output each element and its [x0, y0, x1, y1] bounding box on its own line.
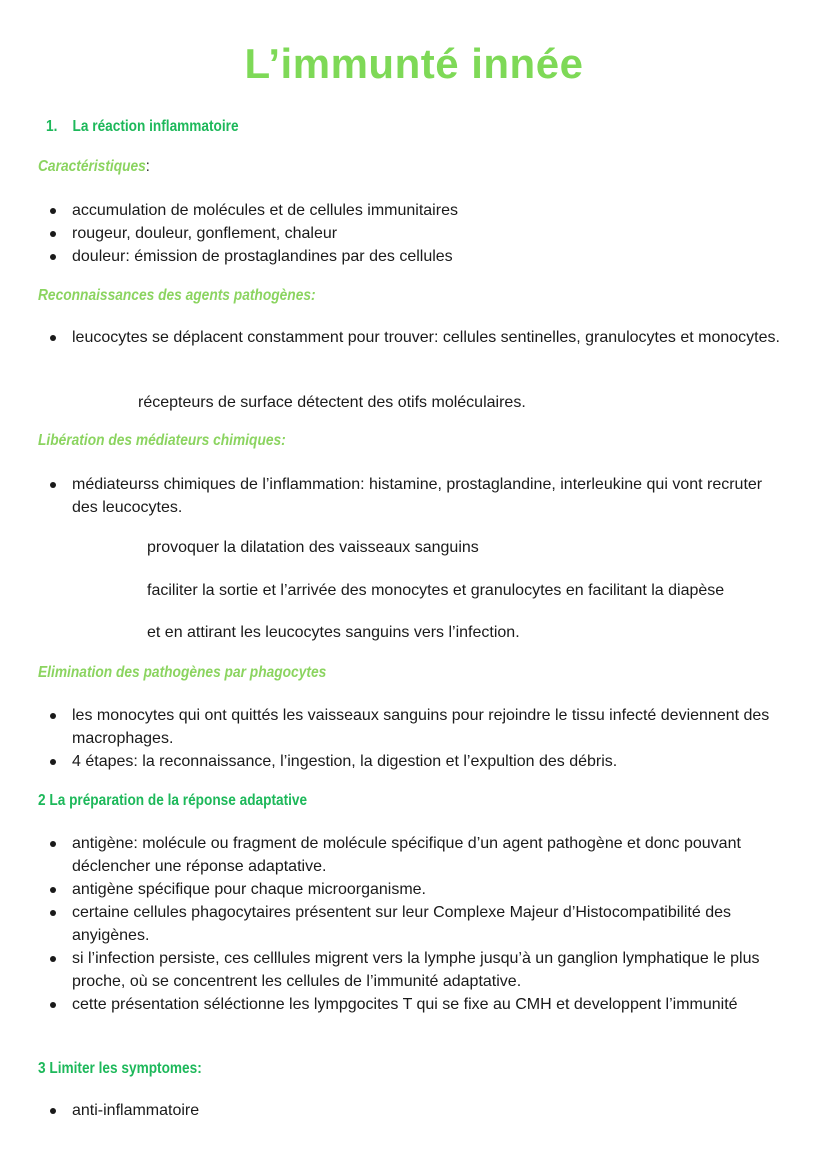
section-1-title: La réaction inflammatoire: [72, 118, 239, 135]
list-item: [0, 473, 792, 519]
list-item: [0, 750, 792, 773]
list-item: [0, 878, 792, 901]
list-symptomes: [0, 1099, 792, 1122]
bullet-icon: [50, 713, 56, 719]
list-item: [0, 832, 792, 878]
bullet-icon: [50, 482, 56, 488]
list-item-text: douleur: émission de prostaglandines par des cellules: [72, 248, 453, 265]
list-item-text: rougeur, douleur, gonflement, chaleur: [72, 225, 338, 242]
list-liberation: [0, 473, 792, 519]
bullet-icon: [50, 254, 56, 260]
bullet-icon: [50, 887, 56, 893]
subsection-elimination: Elimination des pathogènes par phagocytes: [38, 664, 327, 681]
bullet-icon: [50, 910, 56, 916]
list-item-text: cette présentation séléctionne les lympgocites T qui se fixe au CMH et developpent l’immunité: [72, 996, 738, 1013]
section-1-heading: [46, 118, 239, 136]
list-elimination: [0, 704, 792, 773]
page-title: L’immunté innée: [244, 40, 584, 87]
bullet-icon: [50, 956, 56, 962]
list-item: [0, 1099, 792, 1122]
subsection-colon: :: [145, 158, 150, 175]
list-item-text: leucocytes se déplacent constamment pour trouver: cellules sentinelles, granulocytes et monocytes.: [72, 329, 780, 346]
subsection-caracteristiques-title: Caractéristiques: [38, 158, 146, 175]
indented-sortie: faciliter la sortie et l’arrivée des monocytes et granulocytes en facilitant la diapèse: [147, 582, 725, 599]
list-item: [0, 222, 792, 245]
list-item-text: les monocytes qui ont quittés les vaisseaux sanguins pour rejoindre le tissu infecté deviennent des macrophages.: [72, 707, 770, 747]
bullet-icon: [50, 231, 56, 237]
bullet-icon: [50, 208, 56, 214]
list-item-text: médiateurss chimiques de l’inflammation: histamine, prostaglandine, interleukine qui vont recruter des leucocytes.: [72, 476, 763, 516]
section-2-heading: 2 La préparation de la réponse adaptative: [38, 792, 308, 809]
list-item: [0, 245, 792, 268]
list-item: [0, 901, 792, 947]
list-item-text: si l’infection persiste, ces celllules migrent vers la lymphe jusqu’à un ganglion lymphatique le plus proche, où se concentrent les cellules de l’immunité adaptative.: [72, 950, 760, 990]
bullet-icon: [50, 1108, 56, 1114]
bullet-icon: [50, 841, 56, 847]
list-item: [0, 326, 792, 349]
list-item-text: 4 étapes: la reconnaissance, l’ingestion, la digestion et l’expultion des débris.: [72, 753, 618, 770]
subsection-caracteristiques: [38, 158, 150, 176]
list-reconnaissances: [0, 326, 792, 349]
section-1-number: 1.: [46, 118, 58, 135]
list-caracteristiques: [0, 199, 792, 268]
list-item-text: certaine cellules phagocytaires présentent sur leur Complexe Majeur d’Histocompatibilité des anyigènes.: [72, 904, 731, 944]
indented-recepteurs: récepteurs de surface détectent des otifs moléculaires.: [138, 394, 526, 411]
list-item-text: accumulation de molécules et de cellules immunitaires: [72, 202, 458, 219]
list-item-text: antigène: molécule ou fragment de molécule spécifique d’un agent pathogène et donc pouvant déclencher une réponse adaptative.: [72, 835, 741, 875]
indented-attirant: et en attirant les leucocytes sanguins vers l’infection.: [147, 624, 520, 641]
list-item: [0, 704, 792, 750]
list-item: [0, 993, 792, 1016]
list-item: [0, 947, 792, 993]
subsection-reconnaissances: Reconnaissances des agents pathogènes:: [38, 287, 316, 304]
indented-dilatation: provoquer la dilatation des vaisseaux sanguins: [147, 539, 479, 556]
bullet-icon: [50, 335, 56, 341]
bullet-icon: [50, 1002, 56, 1008]
list-adaptative: [0, 832, 792, 1016]
list-item: [0, 199, 792, 222]
list-item-text: antigène spécifique pour chaque microorganisme.: [72, 881, 426, 898]
section-3-heading: 3 Limiter les symptomes:: [38, 1060, 202, 1077]
subsection-liberation: Libération des médiateurs chimiques:: [38, 432, 286, 449]
bullet-icon: [50, 759, 56, 765]
list-item-text: anti-inflammatoire: [72, 1102, 200, 1119]
